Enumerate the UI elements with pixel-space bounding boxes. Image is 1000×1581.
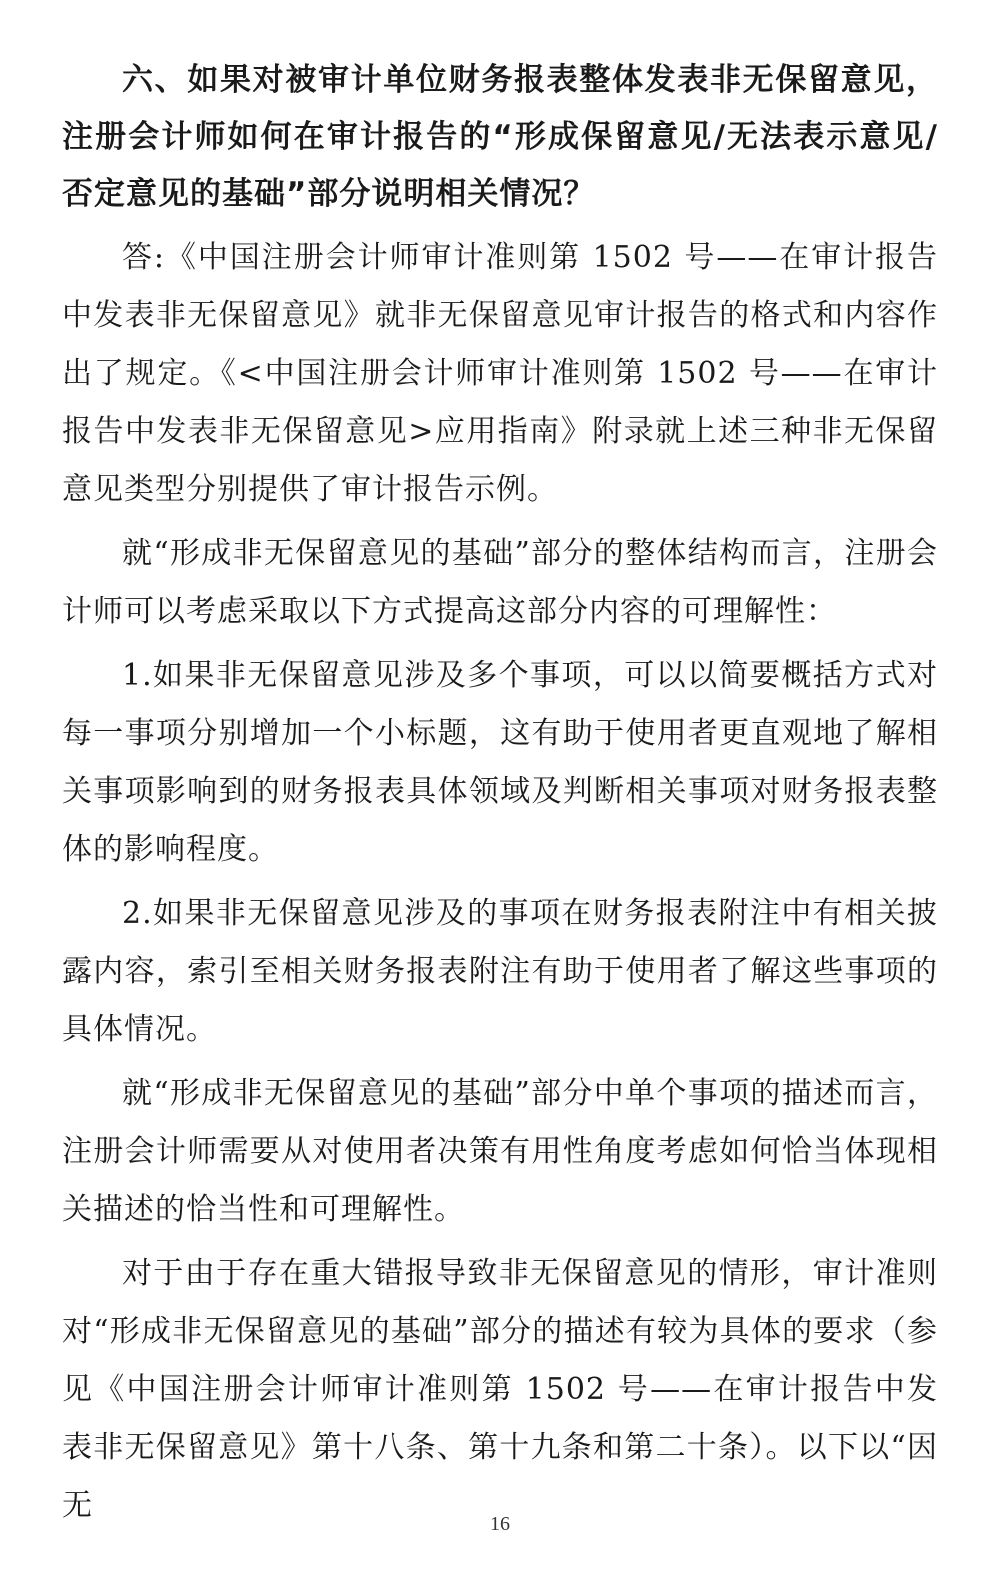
- answer-paragraph: 答:《中国注册会计师审计准则第 1502 号——在审计报告中发表非无保留意见》就非无保留意见审计报告的格式和内容作出了规定。《<中国注册会计师审计准则第 1502 号——在审计报告中发表非无保留意见>应用指南》附录就上述三种非无保留意见类型分别提供了审计报告示例。: [62, 240, 938, 507]
- list-item-2: 2.如果非无保留意见涉及的事项在财务报表附注中有相关披露内容，索引至相关财务报表附注有助于使用者了解这些事项的具体情况。: [62, 896, 938, 1047]
- misstatement-paragraph: 对于由于存在重大错报导致非无保留意见的情形，审计准则对“形成非无保留意见的基础”部分的描述有较为具体的要求（参见《中国注册会计师审计准则第 1502 号——在审计报告中发表非无保留意见》第十八条、第十九条和第二十条）。以下以“因无: [62, 1256, 938, 1523]
- page-number: 16: [490, 1513, 510, 1535]
- document-page: [62, 52, 938, 1535]
- single-matter-paragraph: 就“形成非无保留意见的基础”部分中单个事项的描述而言，注册会计师需要从对使用者决策有用性角度考虑如何恰当体现相关描述的恰当性和可理解性。: [62, 1076, 938, 1227]
- structure-intro-paragraph: 就“形成非无保留意见的基础”部分的整体结构而言，注册会计师可以考虑采取以下方式提高这部分内容的可理解性：: [62, 536, 938, 629]
- list-item-1: 1.如果非无保留意见涉及多个事项，可以以简要概括方式对每一事项分别增加一个小标题，这有助于使用者更直观地了解相关事项影响到的财务报表具体领域及判断相关事项对财务报表整体的影响程度。: [62, 658, 938, 867]
- question-heading: 六、如果对被审计单位财务报表整体发表非无保留意见，注册会计师如何在审计报告的“形成保留意见/无法表示意见/否定意见的基础”部分说明相关情况？: [62, 62, 938, 212]
